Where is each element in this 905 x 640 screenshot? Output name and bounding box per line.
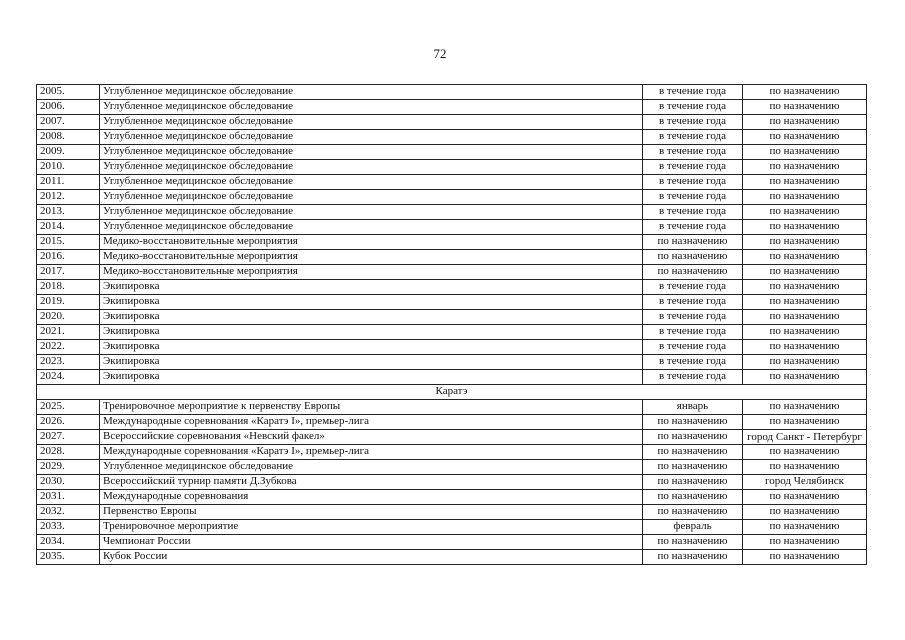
row-number: 2033. [37, 520, 100, 535]
event-period: по назначению [643, 475, 743, 490]
event-location: по назначению [743, 325, 867, 340]
table-row [37, 325, 867, 340]
event-period: в течение года [643, 280, 743, 295]
row-number: 2027. [37, 430, 100, 445]
event-period: в течение года [643, 355, 743, 370]
event-name: Углубленное медицинское обследование [100, 190, 643, 205]
table-row [37, 550, 867, 565]
event-name: Международные соревнования «Каратэ I», премьер-лига [100, 415, 643, 430]
row-number: 2018. [37, 280, 100, 295]
table-row [37, 145, 867, 160]
event-period: в течение года [643, 160, 743, 175]
event-period: по назначению [643, 460, 743, 475]
row-number: 2024. [37, 370, 100, 385]
event-location: по назначению [743, 370, 867, 385]
table-row [37, 505, 867, 520]
event-location: по назначению [743, 175, 867, 190]
table-row [37, 115, 867, 130]
event-period: в течение года [643, 175, 743, 190]
table-row [37, 85, 867, 100]
event-location: по назначению [743, 220, 867, 235]
event-name: Углубленное медицинское обследование [100, 130, 643, 145]
event-name: Медико-восстановительные мероприятия [100, 250, 643, 265]
event-name: Углубленное медицинское обследование [100, 220, 643, 235]
table-row [37, 100, 867, 115]
event-period: в течение года [643, 115, 743, 130]
table-row [37, 280, 867, 295]
event-period: по назначению [643, 490, 743, 505]
table-row [37, 250, 867, 265]
row-number: 2014. [37, 220, 100, 235]
row-number: 2015. [37, 235, 100, 250]
row-number: 2007. [37, 115, 100, 130]
event-name: Всероссийский турнир памяти Д.Зубкова [100, 475, 643, 490]
event-name: Международные соревнования [100, 490, 643, 505]
event-name: Экипировка [100, 355, 643, 370]
event-location: по назначению [743, 145, 867, 160]
event-name: Медико-восстановительные мероприятия [100, 235, 643, 250]
row-number: 2005. [37, 85, 100, 100]
event-period: в течение года [643, 325, 743, 340]
table-row [37, 355, 867, 370]
event-name: Тренировочное мероприятие к первенству Европы [100, 400, 643, 415]
event-period: в течение года [643, 100, 743, 115]
row-number: 2011. [37, 175, 100, 190]
row-number: 2019. [37, 295, 100, 310]
row-number: 2034. [37, 535, 100, 550]
event-name: Углубленное медицинское обследование [100, 205, 643, 220]
event-period: по назначению [643, 550, 743, 565]
events-table-body [37, 85, 867, 565]
event-name: Всероссийские соревнования «Невский факел» [100, 430, 643, 445]
event-location: по назначению [743, 100, 867, 115]
event-period: февраль [643, 520, 743, 535]
row-number: 2020. [37, 310, 100, 325]
event-name: Углубленное медицинское обследование [100, 160, 643, 175]
table-row [37, 370, 867, 385]
row-number: 2023. [37, 355, 100, 370]
event-location: по назначению [743, 415, 867, 430]
event-location: по назначению [743, 505, 867, 520]
event-period: в течение года [643, 190, 743, 205]
table-row [37, 310, 867, 325]
row-number: 2022. [37, 340, 100, 355]
row-number: 2006. [37, 100, 100, 115]
event-period: в течение года [643, 85, 743, 100]
event-period: в течение года [643, 295, 743, 310]
event-location: по назначению [743, 400, 867, 415]
row-number: 2028. [37, 445, 100, 460]
event-period: по назначению [643, 415, 743, 430]
row-number: 2026. [37, 415, 100, 430]
table-row [37, 160, 867, 175]
table-row [37, 475, 867, 490]
event-period: по назначению [643, 445, 743, 460]
event-location: по назначению [743, 265, 867, 280]
event-period: в течение года [643, 220, 743, 235]
event-location: по назначению [743, 85, 867, 100]
row-number: 2031. [37, 490, 100, 505]
event-location: по назначению [743, 340, 867, 355]
event-location: по назначению [743, 130, 867, 145]
event-location: по назначению [743, 235, 867, 250]
event-location: по назначению [743, 355, 867, 370]
table-row [37, 295, 867, 310]
event-location: по назначению [743, 310, 867, 325]
event-name: Медико-восстановительные мероприятия [100, 265, 643, 280]
event-name: Экипировка [100, 370, 643, 385]
event-name: Международные соревнования «Каратэ I», премьер-лига [100, 445, 643, 460]
table-row [37, 430, 867, 445]
event-location: по назначению [743, 205, 867, 220]
event-location: по назначению [743, 160, 867, 175]
table-row [37, 490, 867, 505]
event-location: по назначению [743, 490, 867, 505]
table-row [37, 340, 867, 355]
event-period: в течение года [643, 340, 743, 355]
table-row [37, 205, 867, 220]
section-row [37, 385, 867, 400]
event-period: по назначению [643, 265, 743, 280]
event-location: по назначению [743, 295, 867, 310]
event-name: Первенство Европы [100, 505, 643, 520]
event-name: Экипировка [100, 325, 643, 340]
table-row [37, 235, 867, 250]
event-name: Тренировочное мероприятие [100, 520, 643, 535]
event-period: по назначению [643, 235, 743, 250]
event-location: город Челябинск [743, 475, 867, 490]
row-number: 2013. [37, 205, 100, 220]
table-row [37, 175, 867, 190]
event-name: Углубленное медицинское обследование [100, 115, 643, 130]
event-name: Экипировка [100, 295, 643, 310]
event-location: город Санкт - Петербург [743, 430, 867, 445]
event-name: Экипировка [100, 310, 643, 325]
table-row [37, 460, 867, 475]
row-number: 2008. [37, 130, 100, 145]
table-row [37, 400, 867, 415]
event-period: в течение года [643, 145, 743, 160]
section-title: Каратэ [37, 385, 867, 400]
event-name: Кубок России [100, 550, 643, 565]
event-location: по назначению [743, 460, 867, 475]
event-location: по назначению [743, 250, 867, 265]
event-period: по назначению [643, 505, 743, 520]
event-period: январь [643, 400, 743, 415]
event-location: по назначению [743, 445, 867, 460]
row-number: 2016. [37, 250, 100, 265]
events-table [36, 84, 867, 565]
event-name: Чемпионат России [100, 535, 643, 550]
event-name: Углубленное медицинское обследование [100, 100, 643, 115]
event-name: Экипировка [100, 280, 643, 295]
event-location: по назначению [743, 550, 867, 565]
event-name: Углубленное медицинское обследование [100, 145, 643, 160]
row-number: 2021. [37, 325, 100, 340]
event-period: в течение года [643, 370, 743, 385]
event-period: по назначению [643, 430, 743, 445]
event-period: в течение года [643, 205, 743, 220]
page-number: 72 [433, 46, 447, 61]
table-row [37, 265, 867, 280]
table-row [37, 520, 867, 535]
row-number: 2025. [37, 400, 100, 415]
row-number: 2029. [37, 460, 100, 475]
table-row [37, 415, 867, 430]
event-location: по назначению [743, 535, 867, 550]
event-period: в течение года [643, 130, 743, 145]
row-number: 2009. [37, 145, 100, 160]
event-location: по назначению [743, 520, 867, 535]
row-number: 2030. [37, 475, 100, 490]
table-row [37, 130, 867, 145]
row-number: 2010. [37, 160, 100, 175]
row-number: 2035. [37, 550, 100, 565]
row-number: 2017. [37, 265, 100, 280]
event-period: в течение года [643, 310, 743, 325]
event-name: Углубленное медицинское обследование [100, 85, 643, 100]
table-row [37, 220, 867, 235]
event-period: по назначению [643, 250, 743, 265]
table-row [37, 535, 867, 550]
event-location: по назначению [743, 115, 867, 130]
row-number: 2012. [37, 190, 100, 205]
event-name: Углубленное медицинское обследование [100, 460, 643, 475]
event-location: по назначению [743, 280, 867, 295]
event-location: по назначению [743, 190, 867, 205]
table-row [37, 190, 867, 205]
table-row [37, 445, 867, 460]
event-name: Экипировка [100, 340, 643, 355]
event-period: по назначению [643, 535, 743, 550]
row-number: 2032. [37, 505, 100, 520]
event-name: Углубленное медицинское обследование [100, 175, 643, 190]
